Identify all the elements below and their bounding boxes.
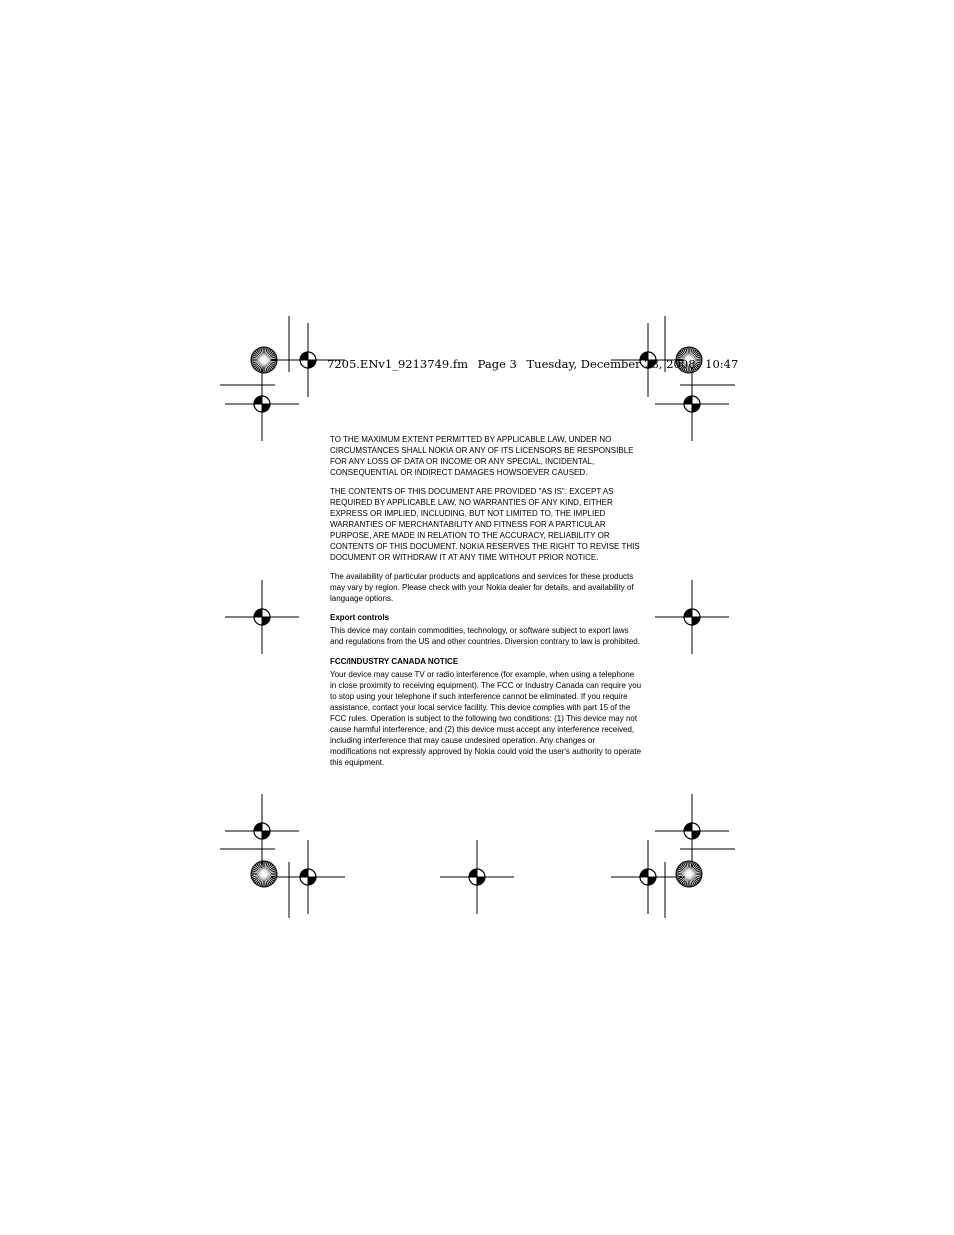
registration-mark-icon <box>271 840 345 914</box>
registration-mark-icon <box>655 367 729 441</box>
header-page: Page 3 <box>477 357 517 371</box>
header-time: 10:47 <box>705 357 739 371</box>
registration-mark-icon <box>440 840 514 914</box>
registration-mark-icon <box>225 794 299 868</box>
starburst-mark-icon <box>251 861 277 887</box>
document-body <box>330 434 642 777</box>
registration-mark-icon <box>225 580 299 654</box>
starburst-mark-icon <box>676 861 702 887</box>
disclaimer-liability: TO THE MAXIMUM EXTENT PERMITTED BY APPLICABLE LAW, UNDER NO CIRCUMSTANCES SHALL NOKIA OR ANY OF ITS LICENSORS BE RESPONSIBLE FOR ANY LOSS OF DATA OR INCOME OR ANY SPECIAL, INCIDENTAL, CONSEQUENTIAL OR INDIRECT DAMAGES HOWSOEVER CAUSED. <box>330 435 634 477</box>
fcc-notice-heading: FCC/INDUSTRY CANADA NOTICE <box>330 657 459 666</box>
disclaimer-warranty: THE CONTENTS OF THIS DOCUMENT ARE PROVIDED "AS IS". EXCEPT AS REQUIRED BY APPLICABLE LAW, NO WARRANTIES OF ANY KIND, EITHER EXPRESS OR IMPLIED, INCLUDING, BUT NOT LIMITED TO, THE IMPLIED WARRANTIES OF MERCHANTABILITY AND FITNESS FOR A PARTICULAR PURPOSE, ARE MADE IN RELATION TO THE ACCURACY, RELIABILITY OR CONTENTS OF THIS DOCUMENT. NOKIA RESERVES THE RIGHT TO REVISE THIS DOCUMENT OR WITHDRAW IT AT ANY TIME WITHOUT PRIOR NOTICE. <box>330 487 640 562</box>
header-filename: 7205.ENv1_9213749.fm <box>327 357 468 371</box>
export-controls-text: This device may contain commodities, technology, or software subject to export laws and regulations from the US and other countries. Diversion contrary to law is prohibited. <box>330 626 640 646</box>
export-controls-heading: Export controls <box>330 613 390 622</box>
print-header <box>327 355 739 373</box>
fcc-notice-text: Your device may cause TV or radio interference (for example, when using a telephone in close proximity to receiving equipment). The FCC or Industry Canada can require you to stop using your telephone if such interference cannot be eliminated. If you require assistance, contact your local service facility. This device complies with part 15 of the FCC rules. Operation is subject to the following two conditions: (1) This device may not cause harmful interference, and (2) this device must accept any interference received, including interference that may cause undesired operation. Any changes or modifications not expressly approved by Nokia could void the user's authority to operate this equipment. <box>330 670 642 767</box>
registration-mark-icon <box>655 794 729 868</box>
registration-mark-icon <box>655 580 729 654</box>
header-date: Tuesday, December 23, 2008 <box>526 357 696 371</box>
registration-mark-icon <box>611 840 685 914</box>
availability-paragraph: The availability of particular products and applications and services for these products may vary by region. Please check with your Nokia dealer for details, and availability of language options. <box>330 572 634 603</box>
registration-mark-icon <box>225 367 299 441</box>
